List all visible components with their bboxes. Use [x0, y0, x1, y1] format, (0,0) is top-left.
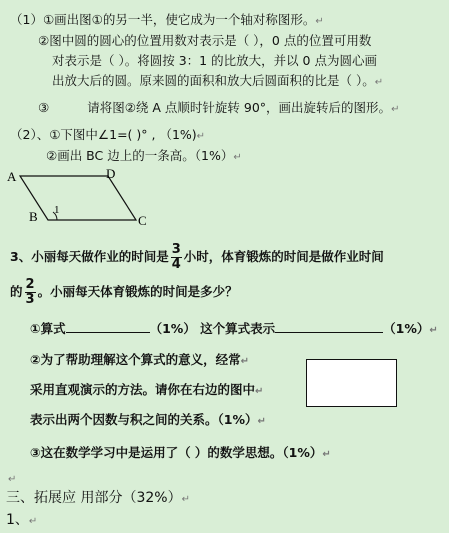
q3-step2-line3: 表示出两个因数与积之间的关系。（1%）↵	[30, 412, 266, 427]
q3-line1: 3、小丽每天做作业的时间是 $\frac{3}{4}$ 小时，体育锻炼的时间是做作业时间	[10, 242, 384, 272]
q3-step1: ①算式 （1%） 这个算式表示 （1%）↵	[30, 321, 438, 336]
meaning-blank[interactable]	[275, 320, 383, 333]
q3-line2: 的 $\frac{2}{3}$ 。小丽每天体育锻炼的时间是多少？	[10, 277, 238, 307]
fraction-two-thirds: $\frac{2}{3}$	[25, 277, 35, 307]
q1-line2: ②图中圆的圆心的位置用数对表示是（ ），0 点的位置可用数	[38, 33, 372, 48]
drawing-box[interactable]	[306, 359, 397, 407]
q3-step3: ③这在数学学习中是运用了（ ）的数学思想。（1%）↵	[30, 445, 331, 460]
vertex-label-b: B	[29, 209, 38, 224]
formula-blank[interactable]	[66, 320, 150, 333]
vertex-label-a: A	[7, 169, 17, 184]
paragraph-mark: ↵	[8, 474, 17, 485]
q2-line1: （2）、①下图中∠1=( )° , （1%)↵	[10, 127, 206, 142]
q1-line5: ③ 请将图②绕 A 点顺时针旋转 90°，画出旋转后的图形。↵	[38, 100, 400, 115]
q1-line3: 对表示是（ ）。将圆按 3：1 的比放大，并以 0 点为圆心画	[52, 53, 377, 68]
section3-item1: 1、↵	[6, 512, 38, 528]
vertex-label-d: D	[106, 166, 116, 181]
q3-step2-line2: 采用直观演示的方法。请你在右边的图中↵	[30, 382, 264, 397]
q3-step2-line1: ②为了帮助理解这个算式的意义，经常↵	[30, 352, 249, 367]
q1-line4: 出放大后的圆。原来圆的面积和放大后圆面积的比是（ ）。↵	[52, 73, 384, 88]
q1-line1: （1）①画出图①的另一半，使它成为一个轴对称图形。↵	[10, 12, 324, 27]
q2-line2: ②画出 BC 边上的一条高。（1%）↵	[46, 148, 242, 163]
section3-title: 三、拓展应 用部分（32%）↵	[6, 490, 190, 506]
vertex-label-c: C	[138, 213, 147, 228]
parallelogram-figure	[4, 165, 154, 231]
fraction-three-quarters: $\frac{3}{4}$	[171, 242, 181, 272]
angle-1-label: 1	[54, 204, 60, 216]
